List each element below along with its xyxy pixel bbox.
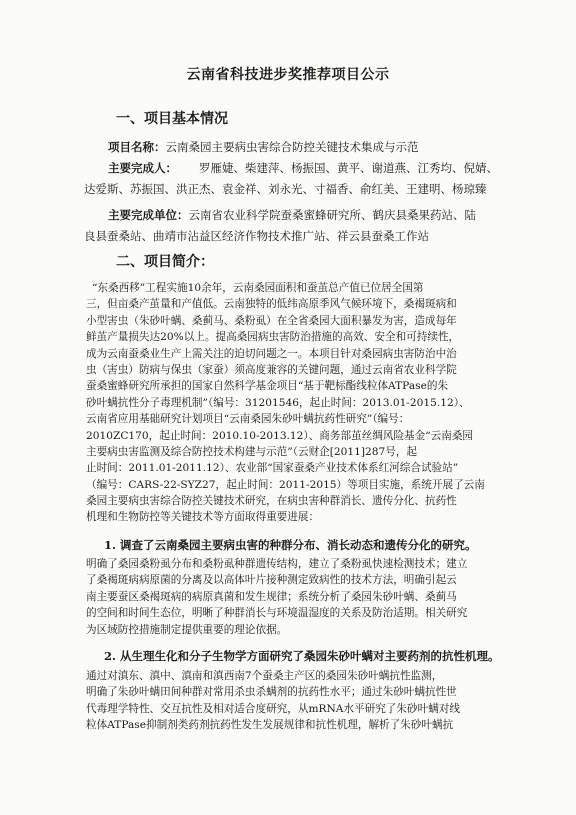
intro-line: 桑园主要病虫害综合防控关键技术研究，在病虫害种群消长、遗传分化、抗药性 bbox=[86, 495, 457, 508]
intro-line: 主要病虫害监测及综合防控技术构建与示范”（云财企[2011]287号，起 bbox=[86, 445, 417, 458]
units-line-2: 良县蚕桑站、曲靖市沾益区经济作物技术推广站、祥云县蚕桑工作站 bbox=[84, 229, 429, 243]
project-name-line bbox=[108, 139, 419, 155]
project-name-label: 项目名称： bbox=[108, 140, 166, 154]
units-label: 主要完成单位： bbox=[108, 208, 189, 222]
point-2-title: 2. 从生理生化和分子生物学方面研究了桑园朱砂叶螨对主要药剂的抗性机理。 bbox=[104, 649, 500, 663]
units-value-1: 云南省农业科学院蚕桑蜜蜂研究所、鹤庆县桑果药站、陆 bbox=[188, 208, 476, 222]
point-1-line: 的空间和时间生态位，明晰了种群消长与环境温湿度的关系及防治适期。相关研究 bbox=[86, 607, 468, 620]
project-name-value: 云南桑园主要病虫害综合防控关键技术集成与示范 bbox=[165, 140, 419, 154]
completers-label: 主要完成人： bbox=[108, 161, 177, 175]
point-2-line: 通过对滇东、滇中、滇南和滇西南7个蚕桑主产区的桑园朱砂叶螨抗性监测， bbox=[86, 670, 443, 682]
point-1-title: 1. 调查了云南桑园主要病虫害的种群分布、消长动态和遗传分化的研究。 bbox=[104, 538, 477, 552]
completers-value-1: 罗雁婕、柴建萍、杨振国、黄平、谢道燕、江秀均、倪婧、 bbox=[199, 161, 498, 175]
intro-line: 2010ZC170，起止时间：2010.10-2013.12）、商务部茧丝绸风险基金“云南桑园 bbox=[86, 429, 474, 442]
point-1-line: 明确了桑园桑粉虱分布和桑粉虱种群遗传结构，建立了桑粉虱快速检测技术；建立 bbox=[86, 558, 468, 570]
units-line-1 bbox=[108, 207, 476, 223]
intro-line: “东桑西移”工程实施10余年，云南桑园面积和蚕茧总产值已位居全国第 bbox=[92, 282, 424, 294]
intro-line: 止时间：2011.01-2011.12）、农业部“国家蚕桑产业技术体系红河综合试验站” bbox=[86, 462, 459, 475]
section-intro-heading: 二、项目简介： bbox=[116, 254, 214, 270]
document-title: 云南省科技进步奖推荐项目公示 bbox=[186, 67, 390, 83]
point-1-line: 南主要蚕区桑褐斑病的病原真菌和发生规律；系统分析了桑园朱砂叶螨、桑蓟马 bbox=[86, 590, 457, 603]
point-2-line: 明确了朱砂叶螨田间种群对常用杀虫杀螨剂的抗药性水平；通过朱砂叶螨抗性世 bbox=[86, 686, 457, 699]
section-basic-info-heading: 一、项目基本情况 bbox=[116, 111, 228, 127]
intro-line: 砂叶螨抗性分子毒理机制”（编号：31201546，起止时间：2013.01-2015.12）、 bbox=[86, 396, 470, 409]
intro-line: 成为云南蚕桑业生产上需关注的迫切问题之一。本项目针对桑园病虫害防治中治 bbox=[86, 347, 457, 360]
intro-line: 三，但亩桑产茧量和产值低。云南独特的低纬高原季风气候环境下，桑褐斑病和 bbox=[86, 298, 457, 311]
point-1-paragraph bbox=[86, 556, 526, 638]
intro-line: 小型害虫（朱砂叶螨、桑蓟马、桑粉虱）在全省桑园大面积暴发为害，造成每年 bbox=[86, 314, 457, 327]
intro-line: 机理和生物防控等关键技术等方面取得重要进展： bbox=[86, 511, 320, 524]
point-2-paragraph bbox=[86, 668, 526, 734]
intro-line: 云南省应用基础研究计划项目“云南桑园朱砂叶螨抗药性研究”（编号： bbox=[86, 413, 410, 426]
completers-line-1 bbox=[108, 160, 498, 176]
intro-line: 虫（害虫）防病与保虫（家蚕）须高度兼容的关键问题，通过云南省农业科学院 bbox=[86, 363, 457, 376]
completers-line-2: 达爱斯、苏振国、洪正杰、袁金祥、刘永光、寸福香、俞红美、王建明、杨琼臻 bbox=[84, 182, 487, 196]
intro-paragraph bbox=[86, 280, 526, 526]
point-2-line: 代毒理学特性、交互抗性及相对适合度研究，从mRNA水平研究了朱砂叶螨对线 bbox=[86, 702, 460, 715]
point-1-line: 为区域防控措施制定提供重要的理论依据。 bbox=[86, 623, 288, 636]
intro-line: 蚕桑蜜蜂研究所承担的国家自然科学基金项目“基于靶标酯线粒体ATPase的朱 bbox=[86, 380, 449, 393]
intro-line: （编号：CARS-22-SYZ27，起止时间：2011-2015）等项目实施，系统开展了云南 bbox=[86, 478, 485, 491]
point-1-line: 了桑褐斑病病原菌的分离及以高体叶片接种测定致病性的技术方法，明确引起云 bbox=[86, 574, 457, 587]
point-2-line: 粒体ATPase抑制剂类药剂抗药性发生发展规律和抗性机理，解析了朱砂叶螨抗 bbox=[86, 719, 454, 732]
intro-line: 鲜茧产量损失达20%以上。提高桑园病虫害防治措施的高效、安全和可持续性， bbox=[86, 331, 460, 344]
